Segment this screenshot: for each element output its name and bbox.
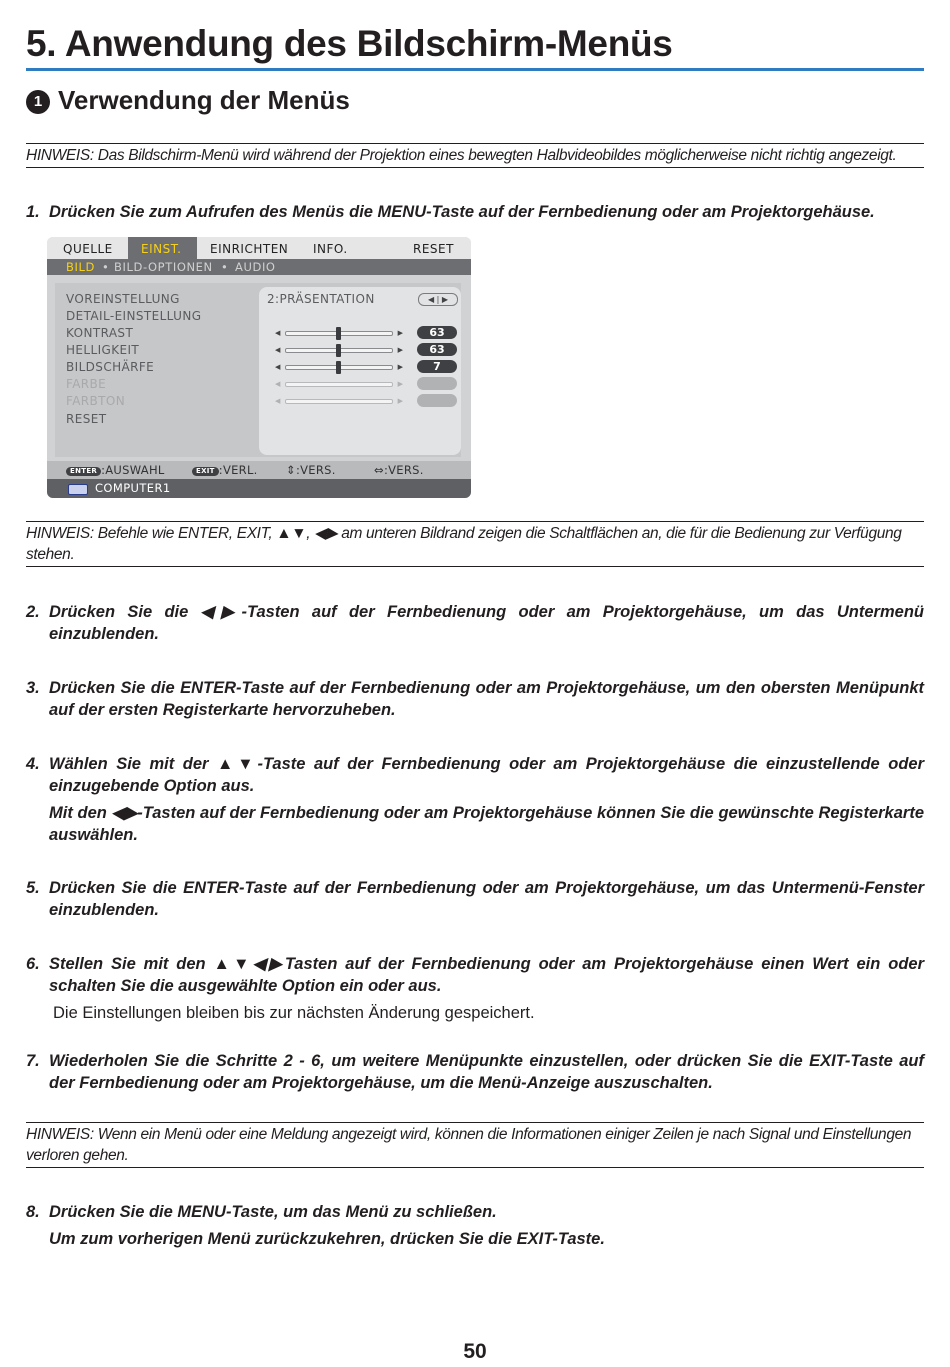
- value-farbe: [417, 377, 457, 390]
- section-title-text: Verwendung der Menüs: [58, 85, 350, 115]
- subtab-separator: •: [221, 260, 229, 274]
- section-title: [26, 84, 350, 116]
- slider-farbton: [275, 396, 403, 406]
- value-bildschaerfe: 7: [417, 360, 457, 373]
- step-subtext: Mit den ◀▶-Tasten auf der Fernbedienung oder am Projektorgehäuse können Sie die gewünschte Registerkarte auswählen.: [49, 804, 924, 844]
- value-kontrast: 63: [417, 326, 457, 339]
- arrow-left-icon: ◀: [275, 380, 281, 388]
- step-text: Drücken Sie die MENU-Taste, um das Menü zu schließen.: [49, 1203, 497, 1221]
- chapter-title: 5. Anwendung des Bildschirm-Menüs: [26, 22, 924, 71]
- step-number: 7.: [26, 1052, 40, 1070]
- osd-menu: [47, 237, 471, 498]
- slider-knob[interactable]: [336, 327, 341, 340]
- step-text: Wählen Sie mit der ▲▼-Taste auf der Fernbedienung oder am Projektorgehäuse die einzustellende oder einzugebende Option aus.: [49, 755, 924, 795]
- step-text: Wiederholen Sie die Schritte 2 - 6, um weitere Menüpunkte einzustellen, oder drücken Sie die EXIT-Taste auf der Fernbedienung oder am Projektorgehäuse, um die Menü-Anzeige auszuschalten.: [49, 1052, 924, 1092]
- footer-exit: EXIT :VERL.: [192, 461, 258, 479]
- menu-item-voreinstellung[interactable]: VOREINSTELLUNG: [66, 292, 180, 306]
- note-3: HINWEIS: Wenn ein Menü oder eine Meldung angezeigt wird, können die Informationen einiger Zeilen je nach Signal und Einstellungen verloren gehen.: [26, 1122, 924, 1168]
- step-6: [26, 953, 924, 1024]
- up-down-icon: ⇕: [286, 463, 296, 477]
- step-8: [26, 1201, 924, 1250]
- tab-info[interactable]: INFO.: [313, 242, 348, 256]
- exit-key-icon: EXIT: [192, 467, 219, 476]
- step-number: 3.: [26, 679, 40, 697]
- tab-reset[interactable]: RESET: [413, 242, 454, 256]
- page-number: 50: [463, 1340, 487, 1363]
- slider-knob[interactable]: [336, 344, 341, 357]
- step-3: [26, 677, 924, 721]
- step-1: [26, 201, 924, 223]
- slider-farbe: [275, 379, 403, 389]
- preset-value: 2:PRÄSENTATION: [267, 292, 375, 306]
- subtab-separator: •: [102, 260, 110, 274]
- footer-enter: ENTER :AUSWAHL: [66, 461, 165, 479]
- step-number: 6.: [26, 955, 40, 973]
- value-farbton: [417, 394, 457, 407]
- step-2: [26, 601, 924, 645]
- menu-item-reset[interactable]: RESET: [66, 412, 107, 426]
- arrow-right-icon: ▶: [397, 380, 403, 388]
- step-number: 4.: [26, 755, 40, 773]
- arrow-right-icon: ▶: [397, 363, 403, 371]
- source-name: COMPUTER1: [95, 481, 171, 495]
- step-text: Drücken Sie zum Aufrufen des Menüs die MENU-Taste auf der Fernbedienung oder am Projektorgehäuse.: [49, 203, 875, 221]
- tab-quelle[interactable]: QUELLE: [63, 242, 113, 256]
- arrow-left-icon: ◀: [275, 397, 281, 405]
- preset-left-right-icon[interactable]: ◀ | ▶: [418, 293, 458, 306]
- slider-bildschaerfe[interactable]: [275, 362, 403, 372]
- menu-item-kontrast[interactable]: KONTRAST: [66, 326, 134, 340]
- arrow-right-icon: ▶: [397, 329, 403, 337]
- step-plain-text: Die Einstellungen bleiben bis zur nächsten Änderung gespeichert.: [53, 1004, 535, 1022]
- osd-subtab-bar: [47, 259, 471, 275]
- step-number: 8.: [26, 1203, 40, 1221]
- step-number: 2.: [26, 603, 40, 621]
- osd-footer: [47, 461, 471, 479]
- menu-item-detail-einstellung[interactable]: DETAIL-EINSTELLUNG: [66, 309, 202, 323]
- footer-up-down: ⇕:VERS.: [286, 463, 336, 477]
- note-2: HINWEIS: Befehle wie ENTER, EXIT, ▲▼, ◀▶ am unteren Bildrand zeigen die Schaltflächen an, die für die Bedienung zur Verfügung stehen.: [26, 521, 924, 567]
- step-5: [26, 877, 924, 921]
- step-text: Drücken Sie die ENTER-Taste auf der Fernbedienung oder am Projektorgehäuse, um das Untermenü-Fenster einzublenden.: [49, 879, 924, 919]
- arrow-left-icon: ◀: [275, 346, 281, 354]
- step-text: Stellen Sie mit den ▲▼◀▶Tasten auf der Fernbedienung oder am Projektorgehäuse einen Wert ein oder schalten Sie die ausgewählte Option ein oder aus.: [49, 955, 924, 995]
- slider-knob[interactable]: [336, 361, 341, 374]
- arrow-left-icon: ◀: [275, 363, 281, 371]
- footer-left-right: ⇔:VERS.: [374, 463, 424, 477]
- osd-source-bar: [47, 479, 471, 498]
- slider-helligkeit[interactable]: [275, 345, 403, 355]
- subtab-bild-optionen[interactable]: BILD-OPTIONEN: [114, 260, 213, 274]
- slider-kontrast[interactable]: [275, 328, 403, 338]
- menu-item-bildschaerfe[interactable]: BILDSCHÄRFE: [66, 360, 155, 374]
- menu-item-helligkeit[interactable]: HELLIGKEIT: [66, 343, 140, 357]
- step-text: Drücken Sie die ◀▶-Tasten auf der Fernbedienung oder am Projektorgehäuse, um das Untermenü einzublenden.: [49, 603, 924, 643]
- step-subtext: Um zum vorherigen Menü zurückzukehren, drücken Sie die EXIT-Taste.: [49, 1230, 605, 1248]
- menu-item-farbe: FARBE: [66, 377, 107, 391]
- monitor-icon: [68, 484, 88, 495]
- arrow-right-icon: ▶: [397, 397, 403, 405]
- step-4: [26, 753, 924, 846]
- subtab-audio[interactable]: AUDIO: [235, 260, 276, 274]
- note-1: HINWEIS: Das Bildschirm-Menü wird während der Projektion eines bewegten Halbvideobildes möglicherweise nicht richtig angezeigt.: [26, 143, 924, 168]
- step-number: 1.: [26, 203, 40, 221]
- arrow-right-icon: ▶: [397, 346, 403, 354]
- tab-einst[interactable]: EINST.: [128, 237, 197, 259]
- enter-key-icon: ENTER: [66, 467, 101, 476]
- left-right-icon: ⇔: [374, 463, 384, 477]
- step-7: [26, 1050, 924, 1094]
- tab-einrichten[interactable]: EINRICHTEN: [210, 242, 289, 256]
- value-helligkeit: 63: [417, 343, 457, 356]
- osd-tab-bar: [47, 237, 471, 259]
- menu-item-farbton: FARBTON: [66, 394, 126, 408]
- step-number: 5.: [26, 879, 40, 897]
- section-number-badge: 1: [26, 90, 50, 114]
- arrow-left-icon: ◀: [275, 329, 281, 337]
- subtab-bild[interactable]: BILD: [66, 260, 95, 274]
- step-text: Drücken Sie die ENTER-Taste auf der Fernbedienung oder am Projektorgehäuse, um den obersten Menüpunkt auf der ersten Registerkarte hervorzuheben.: [49, 679, 924, 719]
